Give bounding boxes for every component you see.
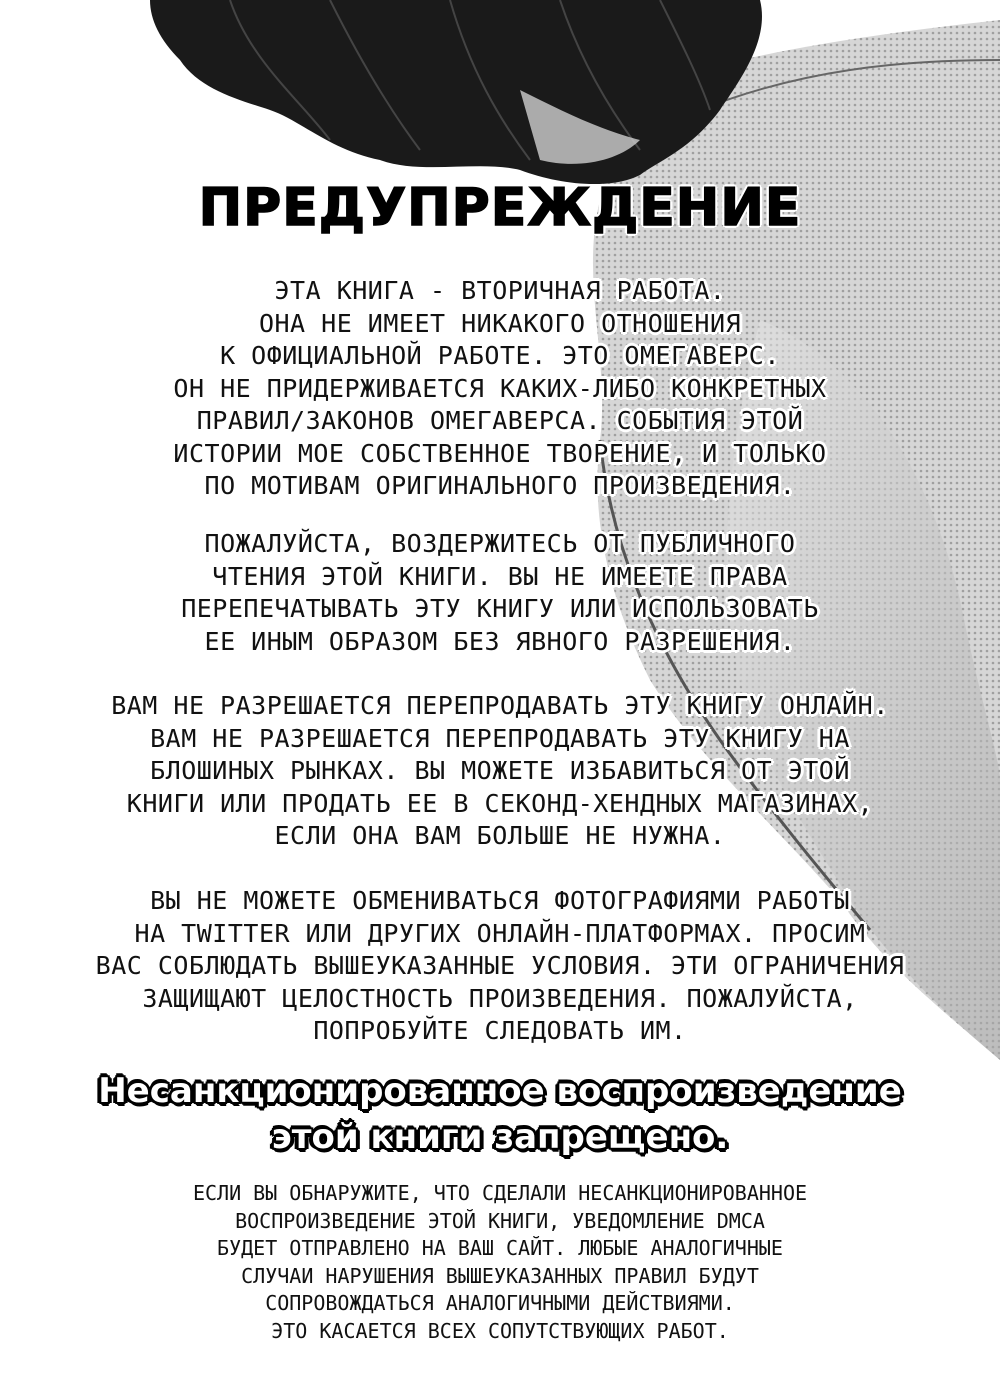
paragraph-photos: ВЫ НЕ МОЖЕТЕ ОБМЕНИВАТЬСЯ ФОТОГРАФИЯМИ РАБОТЫ НА TWITTER ИЛИ ДРУГИХ ОНЛАЙН-ПЛАТФОРМАХ. ПРОСИМ ВАС СОБЛЮДАТЬ ВЫШЕУКАЗАННЫЕ УСЛОВИЯ. ЭТИ ОГРАНИЧЕНИЯ ЗАЩИЩАЮТ ЦЕЛОСТНОСТЬ ПРОИЗВЕДЕНИЯ. ПОЖАЛУЙСТА, ПОПРОБУЙТЕ СЛЕДОВАТЬ ИМ. (95, 886, 905, 1045)
warning-heading: ПРЕДУПРЕЖДЕНИЕ (198, 178, 802, 238)
paragraph-resale: ВАМ НЕ РАЗРЕШАЕТСЯ ПЕРЕПРОДАВАТЬ ЭТУ КНИГУ ОНЛАЙН. ВАМ НЕ РАЗРЕШАЕТСЯ ПЕРЕПРОДАВАТЬ ЭТУ КНИГУ НА БЛОШИНЫХ РЫНКАХ. ВЫ МОЖЕТЕ ИЗБАВИТЬСЯ ОТ ЭТОЙ КНИГИ ИЛИ ПРОДАТЬ ЕЕ В СЕКОНД-ХЕНДНЫХ МАГАЗИНАХ, ЕСЛИ ОНА ВАМ БОЛЬШЕ НЕ НУЖНА. (111, 691, 889, 850)
unauthorized-reproduction-banner: Несанкционированное воспроизведение этой книги запрещено. (98, 1071, 902, 1157)
paragraph-derivative-work: ЭТА КНИГА - ВТОРИЧНАЯ РАБОТА. ОНА НЕ ИМЕЕТ НИКАКОГО ОТНОШЕНИЯ К ОФИЦИАЛЬНОЙ РАБОТЕ. ЭТО ОМЕГАВЕРС. ОН НЕ ПРИДЕРЖИВАЕТСЯ КАКИХ-ЛИБО КОНКРЕТНЫХ ПРАВИЛ/ЗАКОНОВ ОМЕГАВЕРСА. СОБЫТИЯ ЭТОЙ ИСТОРИИ МОЕ СОБСТВЕННОЕ ТВОРЕНИЕ, И ТОЛЬКО ПО МОТИВАМ ОРИГИНАЛЬНОГО ПРОИЗВЕДЕНИЯ. (173, 276, 827, 500)
dmca-notice: ЕСЛИ ВЫ ОБНАРУЖИТЕ, ЧТО СДЕЛАЛИ НЕСАНКЦИОНИРОВАННОЕ ВОСПРОИЗВЕДЕНИЕ ЭТОЙ КНИГИ, УВЕДОМЛЕНИЕ DMCA БУДЕТ ОТПРАВЛЕНО НА ВАШ САЙТ. ЛЮБЫЕ АНАЛОГИЧНЫЕ СЛУЧАИ НАРУШЕНИЯ ВЫШЕУКАЗАННЫХ ПРАВИЛ БУДУТ СОПРОВОЖДАТЬСЯ АНАЛОГИЧНЫМИ ДЕЙСТВИЯМИ. ЭТО КАСАЕТСЯ ВСЕХ СОПУТСТВУЮЩИХ РАБОТ. (192, 1181, 808, 1343)
paragraph-public-reading: ПОЖАЛУЙСТА, ВОЗДЕРЖИТЕСЬ ОТ ПУБЛИЧНОГО ЧТЕНИЯ ЭТОЙ КНИГИ. ВЫ НЕ ИМЕЕТЕ ПРАВА ПЕРЕПЕЧАТЫВАТЬ ЭТУ КНИГУ ИЛИ ИСПОЛЬЗОВАТЬ ЕЕ ИНЫМ ОБРАЗОМ БЕЗ ЯВНОГО РАЗРЕШЕНИЯ. (181, 529, 819, 656)
